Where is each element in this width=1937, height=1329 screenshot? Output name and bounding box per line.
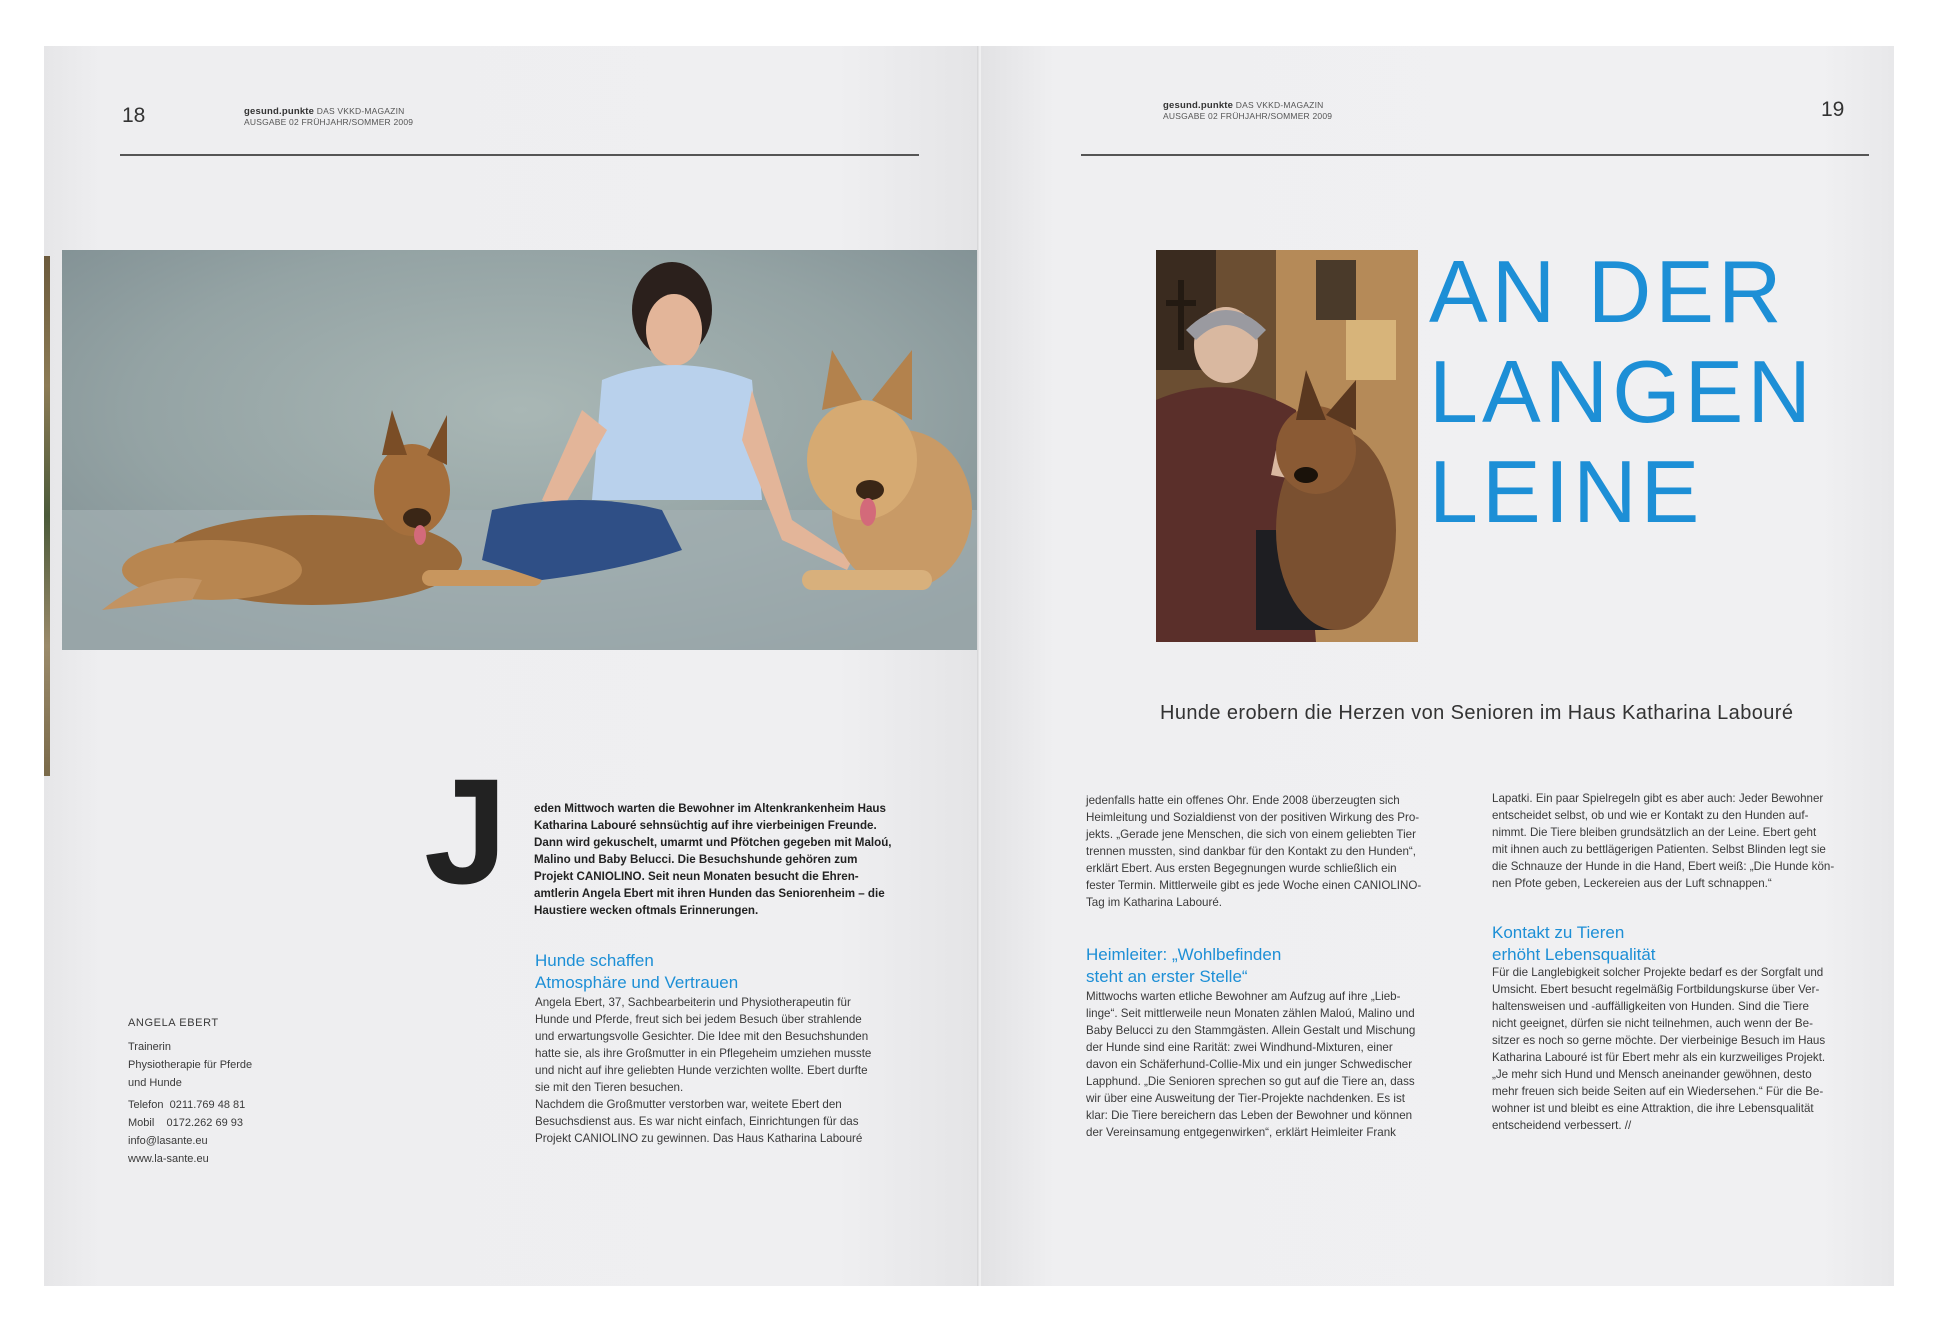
- body-line: die Schnauze der Hunde in die Hand, Ebert weiß: „Die Hunde kön-: [1492, 860, 1835, 873]
- masthead-magazine: DAS VKKD-MAGAZIN: [1235, 100, 1324, 110]
- body-line: davon ein Schäferhund-Collie-Mix und ein junger Schwedischer: [1086, 1058, 1413, 1071]
- contact-mobile: Mobil 0172.262 69 93: [128, 1117, 243, 1129]
- subheading-line: Kontakt zu Tieren: [1492, 923, 1625, 942]
- spine-edge: [44, 256, 50, 776]
- intro-line: Projekt CANIOLINO. Seit neun Monaten besucht die Ehren-: [534, 870, 859, 883]
- body-line: Projekt CANIOLINO zu gewinnen. Das Haus Katharina Labouré: [535, 1132, 863, 1145]
- masthead: [244, 106, 413, 127]
- body-line: Nachdem die Großmutter verstorben war, weitete Ebert den: [535, 1098, 842, 1111]
- subheading-line: steht an erster Stelle“: [1086, 967, 1248, 986]
- subheading-line: Atmosphäre und Vertrauen: [535, 973, 739, 992]
- header-rule: [1081, 154, 1869, 156]
- contact-role: Trainerin: [128, 1041, 171, 1053]
- photo-woman-with-dogs: [62, 250, 979, 650]
- intro-line: Dann wird gekuschelt, umarmt und Pfötchen gegeben mit Maloú,: [534, 836, 892, 849]
- page-number: 19: [1821, 98, 1845, 121]
- body-line: nicht geeignet, dürfen sie nicht teilnehmen, auch wenn der Be-: [1492, 1017, 1813, 1030]
- body-line: trennen mussten, sind dankbar für den Kontakt zu den Hunden“,: [1086, 845, 1416, 858]
- headline-line: AN DER: [1429, 242, 1786, 341]
- column-2-paragraph: [1492, 790, 1879, 892]
- drop-cap: J: [424, 747, 508, 915]
- body-line: und erwartungsvolle Gesichter. Die Idee mit den Besuchshunden: [535, 1030, 869, 1043]
- body-line: sitzer es noch so gerne möchte. Der vierbeinige Besuch im Haus: [1492, 1034, 1826, 1047]
- intro-line: Malino und Baby Belucci. Die Besuchshunde gehören zum: [534, 853, 858, 866]
- body-line: wohner ist und bleibt es eine Attraktion, die ihre Lebensqualität: [1492, 1102, 1814, 1115]
- body-line: Tag im Katharina Labouré.: [1086, 896, 1222, 909]
- body-line: nen Pfote geben, Leckereien aus der Luft schnappen.“: [1492, 877, 1772, 890]
- article-subtitle: Hunde erobern die Herzen von Senioren im Haus Katharina Labouré: [1160, 702, 1794, 724]
- subheading-line: erhöht Lebensqualität: [1492, 945, 1656, 964]
- body-line: klar: Die Tiere bereichern das Leben der Bewohner und können: [1086, 1109, 1413, 1122]
- body-line: linge“. Seit mittlerweile neun Monaten zählen Maloú, Malino und: [1086, 1007, 1415, 1020]
- contact-website[interactable]: www.la-sante.eu: [128, 1153, 209, 1165]
- body-line: hatte sie, als ihre Großmutter in ein Pflegeheim umziehen musste: [535, 1047, 872, 1060]
- page-number: 18: [122, 104, 146, 127]
- body-line: Hunde und Pferde, freut sich bei jedem Besuch über strahlende: [535, 1013, 862, 1026]
- body-paragraph: [535, 994, 920, 1147]
- headline-line: LEINE: [1429, 442, 1704, 541]
- intro-line: amtlerin Angela Ebert mit ihren Hunden das Seniorenheim – die: [534, 887, 885, 900]
- body-line: Lapatki. Ein paar Spielregeln gibt es aber auch: Jeder Bewohner: [1492, 792, 1824, 805]
- subheading-heimleiter: [1086, 944, 1281, 988]
- body-line: der Vereinsamung entgegenwirken“, erklärt Heimleiter Frank: [1086, 1126, 1396, 1139]
- subheading-line: Heimleiter: „Wohlbefinden: [1086, 945, 1282, 964]
- body-line: der Hunde sind eine Rarität: zwei Windhund-Mixturen, einer: [1086, 1041, 1393, 1054]
- body-line: haltensweisen und -auffälligkeiten von Hunden. Sind die Tiere: [1492, 1000, 1809, 1013]
- body-line: jekts. „Gerade jene Menschen, die sich von einem geliebten Tier: [1086, 828, 1416, 841]
- masthead-brand: gesund.punkte: [1163, 100, 1234, 111]
- headline-line: LANGEN: [1429, 342, 1815, 441]
- masthead-brand: gesund.punkte: [244, 106, 315, 117]
- masthead-issue: AUSGABE 02: [1163, 111, 1218, 121]
- body-line: Katharina Labouré ist für Ebert mehr als ein kurzweiliges Projekt.: [1492, 1051, 1826, 1064]
- body-line: mit ihnen auch zu bettlägerigen Patienten. Selbst Blinden legt sie: [1492, 843, 1826, 856]
- masthead-issue: AUSGABE 02: [244, 117, 299, 127]
- column-1-paragraph-2: [1086, 988, 1471, 1141]
- body-line: sie mit den Tieren besuchen.: [535, 1081, 684, 1094]
- contact-name: ANGELA EBERT: [128, 1017, 219, 1029]
- magazine-spread: [44, 46, 1894, 1286]
- body-line: entscheidend verbessert. //: [1492, 1119, 1632, 1132]
- body-line: entscheidet selbst, ob und wie er Kontakt zu den Hunden auf-: [1492, 809, 1809, 822]
- subheading-kontakt: [1492, 922, 1656, 966]
- body-line: fester Termin. Mittlerweile gibt es jede Woche einen CANIOLINO-: [1086, 879, 1422, 892]
- body-line: Baby Belucci zu den Stammgästen. Allein Gestalt und Mischung: [1086, 1024, 1416, 1037]
- right-page: [981, 46, 1894, 1286]
- body-line: nimmt. Die Tiere bleiben grundsätzlich an der Leine. Ebert geht: [1492, 826, 1817, 839]
- contact-role: und Hunde: [128, 1077, 182, 1089]
- body-line: Besuchsdienst aus. Es war nicht einfach, Einrichtungen für das: [535, 1115, 859, 1128]
- intro-line: Haustiere wecken oftmals Erinnerungen.: [534, 904, 759, 917]
- body-line: „Je mehr sich Hund und Mensch aneinander gewöhnen, desto: [1492, 1068, 1812, 1081]
- body-line: mehr freuen sich beide Seiten auf ein Wiedersehen.“ Für die Be-: [1492, 1085, 1824, 1098]
- article-headline: [1429, 242, 1815, 542]
- intro-paragraph: [534, 800, 919, 919]
- contact-role: Physiotherapie für Pferde: [128, 1059, 253, 1071]
- contact-phone: Telefon 0211.769 48 81: [128, 1099, 246, 1111]
- body-line: erklärt Ebert. Aus ersten Begegnungen wurde schließlich ein: [1086, 862, 1397, 875]
- body-line: Für die Langlebigkeit solcher Projekte bedarf es der Sorgfalt und: [1492, 966, 1824, 979]
- left-page: [44, 46, 979, 1286]
- body-line: Angela Ebert, 37, Sachbearbeiterin und Physiotherapeutin für: [535, 996, 851, 1009]
- body-line: Umsicht. Ebert besucht regelmäßig Fortbildungskurse über Ver-: [1492, 983, 1820, 996]
- body-line: und nicht auf ihre geliebten Hunde verzichten wollte. Ebert durfte: [535, 1064, 868, 1077]
- body-line: wir über eine Ausweitung der Tier-Projekte nachdenken. Es ist: [1086, 1092, 1405, 1105]
- masthead-magazine: DAS VKKD-MAGAZIN: [316, 106, 405, 116]
- contact-email[interactable]: info@lasante.eu: [128, 1135, 208, 1147]
- subheading-line: Hunde schaffen: [535, 951, 654, 970]
- body-line: Mittwochs warten etliche Bewohner am Aufzug auf ihre „Lieb-: [1086, 990, 1401, 1003]
- column-2-paragraph-2: [1492, 964, 1879, 1134]
- intro-line: eden Mittwoch warten die Bewohner im Altenkrankenheim Haus: [534, 802, 886, 815]
- body-line: jedenfalls hatte ein offenes Ohr. Ende 2008 überzeugten sich: [1086, 794, 1400, 807]
- body-line: Heimleitung und Sozialdienst von der positiven Wirkung des Pro-: [1086, 811, 1420, 824]
- masthead: [1163, 100, 1332, 121]
- masthead-season: FRÜHJAHR/SOMMER 2009: [1220, 111, 1333, 121]
- intro-line: Katharina Labouré sehnsüchtig auf ihre vierbeinigen Freunde.: [534, 819, 877, 832]
- column-1-paragraph: [1086, 792, 1471, 911]
- subheading-hunde-schaffen: [535, 950, 738, 994]
- masthead-season: FRÜHJAHR/SOMMER 2009: [301, 117, 414, 127]
- contact-box: [128, 1014, 252, 1168]
- body-line: Lapphund. „Die Senioren sprechen so gut auf die Tiere an, dass: [1086, 1075, 1415, 1088]
- header-rule: [120, 154, 919, 156]
- photo-senior-with-dog: [1156, 250, 1418, 642]
